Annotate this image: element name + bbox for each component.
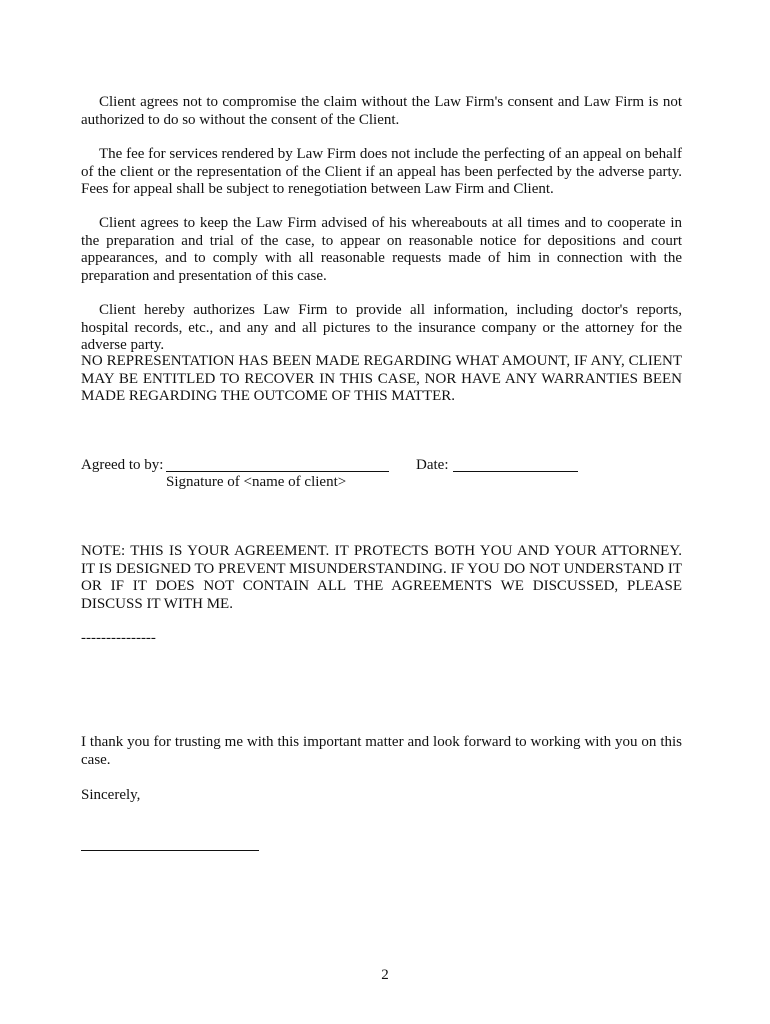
signature-caption: Signature of <name of client> (166, 474, 347, 490)
agreement-note: NOTE: THIS IS YOUR AGREEMENT. IT PROTECTS BOTH YOU AND YOUR ATTORNEY. IT IS DESIGNED TO PREVENT MISUNDERSTANDING. IF YOU DO NOT UNDERSTAND IT OR IF IT DOES NOT CONTAIN ALL THE AGREEMENTS WE DISCUSSED, PLEASE DISCUSS IT WITH ME. (81, 543, 682, 612)
closing-sincerely: Sincerely, (81, 787, 141, 803)
paragraph-authorize-information: Client hereby authorizes Law Firm to provide all information, including doctor's reports, hospital records, etc., and any and all pictures to the insurance company or the attorney for the adverse party. (81, 302, 682, 353)
separator-dashes: --------------- (81, 630, 156, 646)
client-signature-line (166, 457, 389, 472)
agreed-to-by-label: Agreed to by: (81, 457, 164, 473)
date-label: Date: (416, 457, 449, 473)
closing-thanks: I thank you for trusting me with this important matter and look forward to working with you on this case. (81, 734, 682, 768)
paragraph-client-cooperation: Client agrees to keep the Law Firm advised of his whereabouts at all times and to cooperate in the preparation and trial of the case, to appear on reasonable notice for depositions and court appearances, and to comply with all reasonable requests made of him in connection with the preparation and presentation of this case. (81, 215, 682, 284)
sender-signature-line (81, 850, 259, 851)
paragraph-appeal-fee: The fee for services rendered by Law Firm does not include the perfecting of an appeal on behalf of the client or the representation of the Client if an appeal has been perfected by the adverse party. Fees for appeal shall be subject to renegotiation between Law Firm and Client. (81, 146, 682, 197)
paragraph-compromise-claim: Client agrees not to compromise the claim without the Law Firm's consent and Law Firm is not authorized to do so without the consent of the Client. (81, 94, 682, 128)
page-number: 2 (381, 967, 389, 983)
date-line (453, 457, 578, 472)
paragraph-no-representation: NO REPRESENTATION HAS BEEN MADE REGARDING WHAT AMOUNT, IF ANY, CLIENT MAY BE ENTITLED TO RECOVER IN THIS CASE, NOR HAVE ANY WARRANTIES BEEN MADE REGARDING THE OUTCOME OF THIS MATTER. (81, 353, 682, 404)
